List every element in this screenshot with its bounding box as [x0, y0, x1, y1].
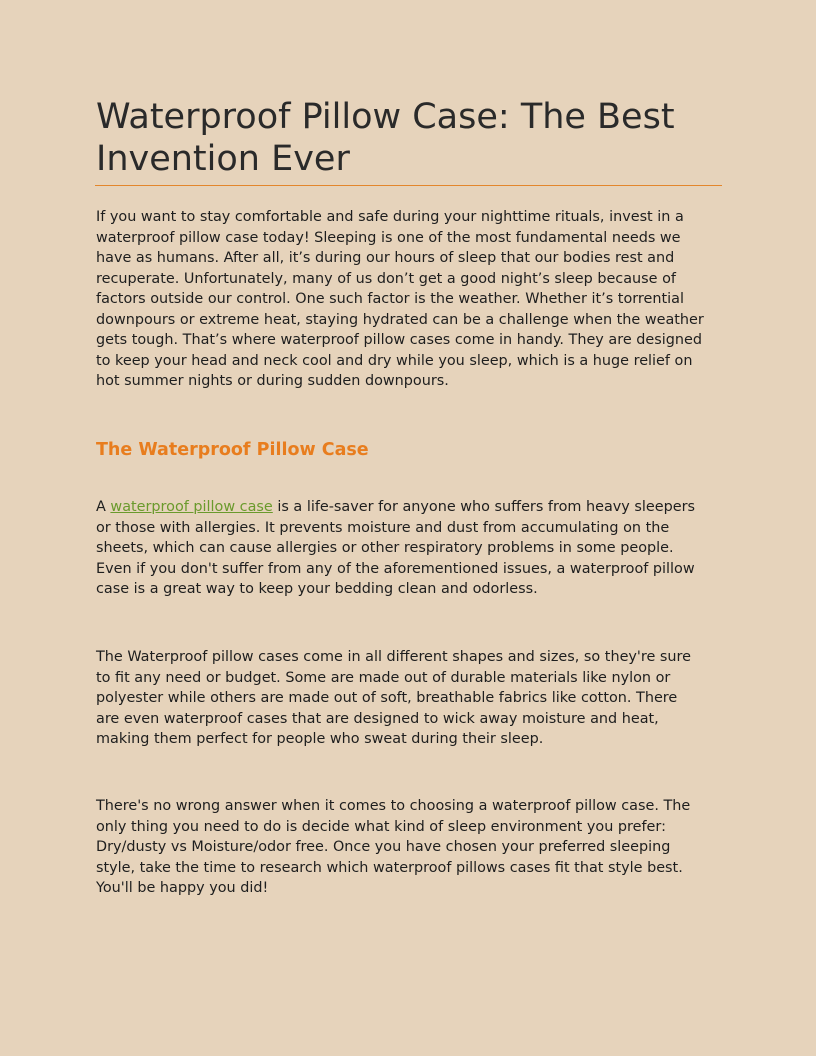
- title-line: Invention Ever: [96, 139, 350, 179]
- section-paragraph-3: [96, 796, 690, 899]
- text-fragment: A: [96, 499, 111, 515]
- text-line: making them perfect for people who sweat during their sleep.: [96, 731, 544, 747]
- text-line: The Waterproof pillow cases come in all different shapes and sizes, so they're sure: [96, 649, 691, 665]
- text-line: gets tough. That’s where waterproof pillow cases come in handy. They are designed: [96, 332, 702, 348]
- text-line: have as humans. After all, it’s during our hours of sleep that our bodies rest and: [96, 250, 675, 266]
- text-line: waterproof pillow case today! Sleeping is one of the most fundamental needs we: [96, 229, 681, 246]
- section-paragraph-2: [96, 647, 691, 750]
- text-line: recuperate. Unfortunately, many of us don’t get a good night’s sleep because of: [96, 270, 676, 287]
- text-line: polyester while others are made out of soft, breathable fabrics like cotton. There: [96, 690, 678, 706]
- text-line: [96, 497, 695, 518]
- text-line: or those with allergies. It prevents moisture and dust from accumulating on the: [96, 519, 670, 536]
- text-line: Dry/dusty vs Moisture/odor free. Once you have chosen your preferred sleeping: [96, 839, 671, 855]
- text-fragment: is a life-saver for anyone who suffers from heavy sleepers: [272, 499, 695, 515]
- text-line: to keep your head and neck cool and dry while you sleep, which is a huge relief on: [96, 352, 693, 369]
- text-line: factors outside our control. One such factor is the weather. Whether it’s torrential: [96, 291, 684, 307]
- text-line: If you want to stay comfortable and safe during your nighttime rituals, invest in a: [96, 209, 684, 225]
- title-divider: [95, 185, 722, 186]
- text-line: downpours or extreme heat, staying hydrated can be a challenge when the weather: [96, 311, 704, 328]
- page-title: [96, 96, 736, 180]
- text-line: case is a great way to keep your bedding clean and odorless.: [96, 581, 538, 597]
- text-line: to fit any need or budget. Some are made out of durable materials like nylon or: [96, 669, 671, 686]
- text-line: There's no wrong answer when it comes to choosing a waterproof pillow case. The: [96, 798, 691, 814]
- text-line: sheets, which can cause allergies or other respiratory problems in some people.: [96, 540, 674, 556]
- text-line: Even if you don't suffer from any of the aforementioned issues, a waterproof pillow: [96, 560, 695, 577]
- text-line: You'll be happy you did!: [96, 880, 269, 896]
- section-heading: The Waterproof Pillow Case: [96, 440, 369, 460]
- text-line: are even waterproof cases that are designed to wick away moisture and heat,: [96, 710, 659, 727]
- intro-paragraph: [96, 207, 704, 392]
- text-line: hot summer nights or during sudden downpours.: [96, 373, 449, 389]
- text-line: only thing you need to do is decide what kind of sleep environment you prefer:: [96, 818, 666, 835]
- section-paragraph-1: [96, 497, 695, 600]
- text-line: style, take the time to research which waterproof pillows cases fit that style best.: [96, 859, 683, 876]
- title-line: Waterproof Pillow Case: The Best: [96, 97, 675, 137]
- waterproof-pillow-case-link[interactable]: waterproof pillow case: [110, 499, 273, 515]
